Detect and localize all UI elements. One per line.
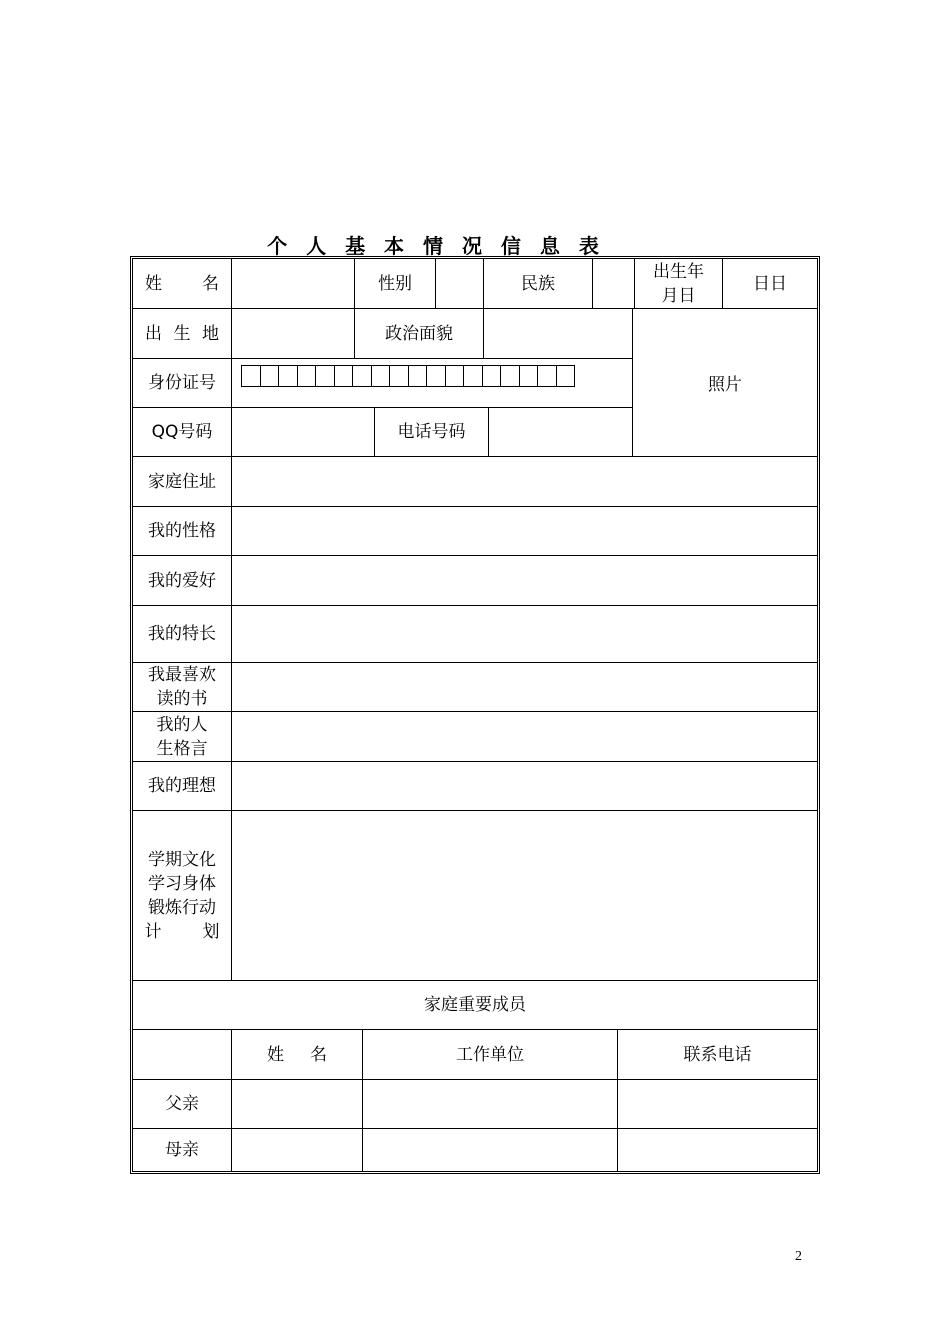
qq-label: QQ号码 xyxy=(133,408,232,456)
father-work-field[interactable] xyxy=(363,1080,618,1128)
talent-label: 我的特长 xyxy=(133,606,232,662)
personal-info-form xyxy=(130,256,820,1174)
id-digit-box[interactable] xyxy=(261,366,280,386)
row-basic xyxy=(133,259,817,309)
row-birthplace xyxy=(133,309,632,359)
birth-value[interactable]: 日日 xyxy=(753,273,787,294)
family-work-header: 工作单位 xyxy=(363,1030,618,1079)
id-digit-box[interactable] xyxy=(372,366,391,386)
ethnic-label: 民族 xyxy=(484,259,593,308)
row-contact xyxy=(133,408,632,457)
family-header: 家庭重要成员 xyxy=(424,995,526,1015)
id-digit-box[interactable] xyxy=(557,366,576,386)
row-hobby xyxy=(133,556,817,606)
id-digit-box[interactable] xyxy=(242,366,261,386)
gender-field[interactable] xyxy=(436,259,484,308)
row-address xyxy=(133,457,817,507)
row-talent xyxy=(133,606,817,663)
row-motto xyxy=(133,712,817,762)
id-digit-box[interactable] xyxy=(427,366,446,386)
row-id xyxy=(133,359,632,408)
favorite-book-field[interactable] xyxy=(232,663,817,711)
motto-field[interactable] xyxy=(232,712,817,761)
phone-field[interactable] xyxy=(489,408,632,456)
political-field[interactable] xyxy=(484,309,632,358)
id-digit-box[interactable] xyxy=(464,366,483,386)
id-number-boxes[interactable] xyxy=(241,365,575,387)
character-label: 我的性格 xyxy=(133,507,232,555)
birthplace-label: 出 生 地 xyxy=(133,309,232,358)
favorite-book-label: 我最喜欢 读的书 xyxy=(133,663,232,711)
id-label: 身份证号 xyxy=(133,359,232,407)
id-digit-box[interactable] xyxy=(483,366,502,386)
family-name-header: 姓 名 xyxy=(232,1030,363,1079)
id-digit-box[interactable] xyxy=(279,366,298,386)
mother-work-field[interactable] xyxy=(363,1129,618,1171)
id-digit-box[interactable] xyxy=(446,366,465,386)
hobby-field[interactable] xyxy=(232,556,817,605)
id-digit-box[interactable] xyxy=(501,366,520,386)
id-digit-box[interactable] xyxy=(538,366,557,386)
gender-label: 性别 xyxy=(355,259,436,308)
address-label: 家庭住址 xyxy=(133,457,232,506)
row-mother xyxy=(133,1129,817,1171)
name-label: 姓 名 xyxy=(133,259,232,308)
character-field[interactable] xyxy=(232,507,817,555)
address-field[interactable] xyxy=(232,457,817,506)
father-label: 父亲 xyxy=(133,1080,232,1128)
mother-name-field[interactable] xyxy=(232,1129,363,1171)
father-phone-field[interactable] xyxy=(618,1080,817,1128)
birth-label: 出生年 月日 xyxy=(635,259,723,308)
family-phone-header: 联系电话 xyxy=(683,1044,752,1065)
mother-phone-field[interactable] xyxy=(618,1129,817,1171)
phone-label: 电话号码 xyxy=(375,408,489,456)
motto-label: 我的人 生格言 xyxy=(133,712,232,761)
row-favorite-book xyxy=(133,663,817,712)
talent-field[interactable] xyxy=(232,606,817,662)
ideal-field[interactable] xyxy=(232,762,817,810)
political-label: 政治面貌 xyxy=(355,309,484,358)
row-plan xyxy=(133,811,817,981)
id-digit-box[interactable] xyxy=(520,366,539,386)
birthplace-field[interactable] xyxy=(232,309,355,358)
row-family-columns xyxy=(133,1030,817,1080)
qq-field[interactable] xyxy=(232,408,375,456)
row-family-header xyxy=(133,981,817,1030)
page-number: 2 xyxy=(795,1249,802,1264)
ethnic-field[interactable] xyxy=(593,259,635,308)
plan-label: 学期文化 学习身体 锻炼行动 计 划 xyxy=(133,811,232,980)
id-digit-box[interactable] xyxy=(316,366,335,386)
plan-field[interactable] xyxy=(232,811,817,980)
id-digit-box[interactable] xyxy=(353,366,372,386)
row-ideal xyxy=(133,762,817,811)
hobby-label: 我的爱好 xyxy=(133,556,232,605)
photo-area[interactable]: 照片 xyxy=(632,309,817,457)
form-title: 个 人 基 本 情 况 信 息 表 xyxy=(267,234,605,258)
id-digit-box[interactable] xyxy=(298,366,317,386)
id-digit-box[interactable] xyxy=(390,366,409,386)
row-father xyxy=(133,1080,817,1129)
id-digit-box[interactable] xyxy=(409,366,428,386)
mother-label: 母亲 xyxy=(133,1129,232,1171)
ideal-label: 我的理想 xyxy=(133,762,232,810)
row-character xyxy=(133,507,817,556)
id-digit-box[interactable] xyxy=(335,366,354,386)
father-name-field[interactable] xyxy=(232,1080,363,1128)
family-blank-header xyxy=(133,1030,232,1079)
name-field[interactable] xyxy=(232,259,355,308)
